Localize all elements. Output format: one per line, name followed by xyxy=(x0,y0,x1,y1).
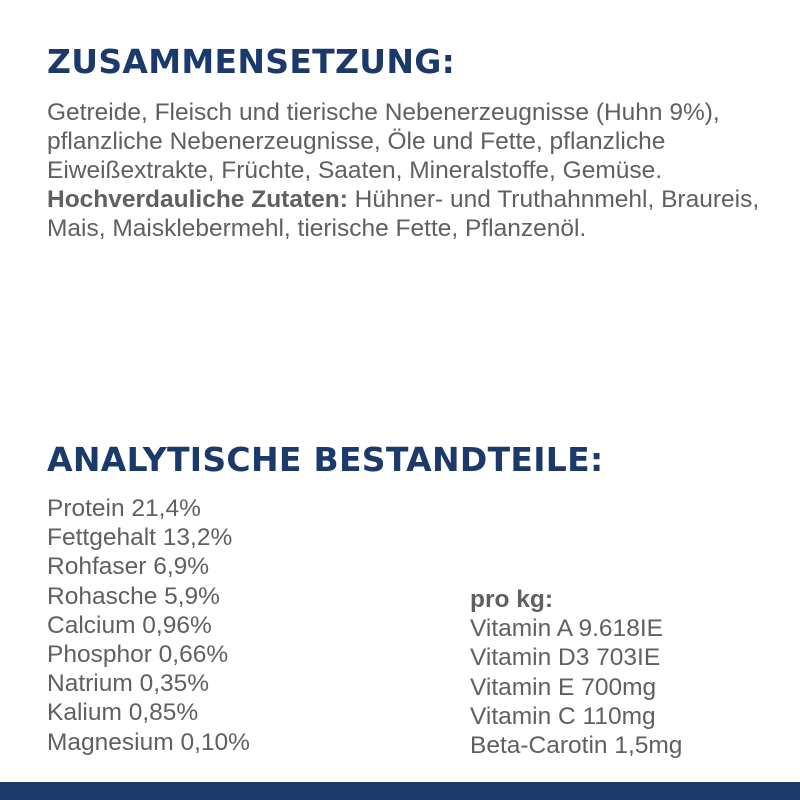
highly-digestible-text: Hühner- und Truthahnmehl, Braureis, Mais, Maisklebermehl, tierische Fette, Pflanzenöl. xyxy=(47,186,760,242)
per-kg-item: Beta-Carotin 1,5mg xyxy=(470,732,683,760)
analysis-list xyxy=(47,494,250,757)
analysis-item: Natrium 0,35% xyxy=(47,670,210,698)
per-kg-list xyxy=(470,585,682,760)
per-kg-item: Vitamin D3 703IE xyxy=(470,644,661,672)
per-kg-title: pro kg: xyxy=(470,586,554,613)
analysis-heading: ANALYTISCHE BESTANDTEILE: xyxy=(47,440,604,479)
analysis-item: Fettgehalt 13,2% xyxy=(47,524,233,552)
analysis-item: Rohfaser 6,9% xyxy=(47,553,210,581)
composition-paragraph xyxy=(47,98,777,243)
highly-digestible-label: Hochverdauliche Zutaten: xyxy=(47,186,348,213)
composition-text: Getreide, Fleisch und tierische Nebenerzeugnisse (Huhn 9%), pflanzliche Nebenerzeugnisse, Öle und Fette, pflanzliche Eiweißextrakte, Früchte, Saaten, Mineralstoffe, Gemüse. xyxy=(47,99,720,184)
per-kg-item: Vitamin E 700mg xyxy=(470,673,657,701)
per-kg-item: Vitamin A 9.618IE xyxy=(470,615,663,643)
per-kg-item: Vitamin C 110mg xyxy=(470,702,656,730)
composition-heading: ZUSAMMENSETZUNG: xyxy=(47,42,456,81)
bottom-bar xyxy=(0,782,800,800)
analysis-item: Calcium 0,96% xyxy=(47,611,212,639)
analysis-item: Protein 21,4% xyxy=(47,495,201,522)
analysis-item: Kalium 0,85% xyxy=(47,699,199,727)
analysis-item: Rohasche 5,9% xyxy=(47,582,220,610)
analysis-item: Magnesium 0,10% xyxy=(47,728,250,756)
analysis-item: Phosphor 0,66% xyxy=(47,641,229,669)
